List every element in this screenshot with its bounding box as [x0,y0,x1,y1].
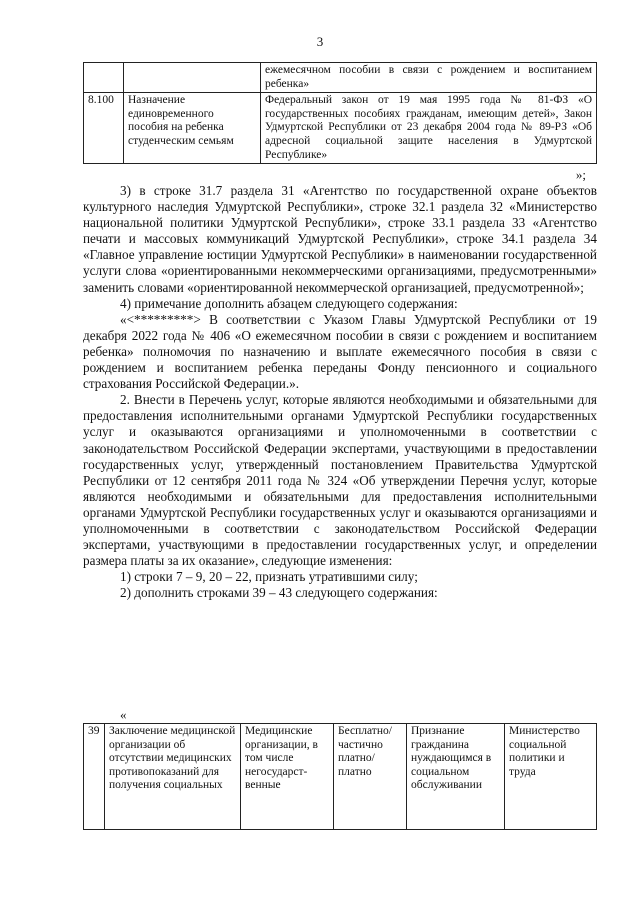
paragraph-sub-1: 1) строки 7 – 9, 20 – 22, признать утратившими силу; [120,569,418,585]
table-row [84,724,597,830]
service-cell: Заключение медицинской организации об отсутствии медицинских противопоказаний для получения социальных [105,724,241,830]
paragraph-note: «<*********> В соответствии с Указом Главы Удмуртской Республики от 19 декабря 2022 года № 406 «О ежемесячном пособии в связи с рождением и воспитанием ребенка» полномочия по назначению и выплате ежемесячного пособия в связи с рождением и воспитанием ребенка переданы Фонду пенсионного и социального страхования Российской Федерации.». [83,311,597,392]
necessary-services-table [83,723,597,830]
row-number-cell [84,63,124,93]
service-name-cell: Назначение единовременного пособия на ребенка студенческим семьям [124,93,261,164]
page-number: 3 [316,34,324,49]
opening-quote: « [120,707,127,722]
payment-cell: Бесплатно/ частично платно/ платно [334,724,407,830]
document-body [83,183,597,601]
paragraph-sub-2: 2) дополнить строками 39 – 43 следующего содержания: [120,585,438,601]
gov-service-cell: Признание гражданина нуждающимся в социальном обслуживании [407,724,505,830]
row-number-cell: 8.100 [84,93,124,164]
authority-cell: Министерство социальной политики и труда [505,724,597,830]
row-number-cell: 39 [84,724,105,830]
closing-quote: »; [575,167,586,182]
provider-cell: Медицинские организации, в том числе негосударст-венные [241,724,334,830]
services-table-continued [83,62,597,164]
service-name-cell [124,63,261,93]
paragraph-item-3: 3) в строке 31.7 раздела 31 «Агентство по государственной охране объектов культурного наследия Удмуртской Республики», строке 32.1 раздела 32 «Министерство национальной политики Удмуртской Республики», строке 33.1 раздела 33 «Агентство печати и массовых коммуникаций Удмуртской Республики», строке 34.1 раздела 34 «Главное управление юстиции Удмуртской Республики» в наименовании государственной услуги слова «ориентированными некоммерческими организациями, предусмотренными» заменить словами «ориентированной некоммерческой организацией, предусмотренной»; [83,183,597,295]
table-row [84,93,597,164]
table-row [84,63,597,93]
paragraph-section-2: 2. Внести в Перечень услуг, которые являются необходимыми и обязательными для предоставления исполнительными органами Удмуртской Республики государственных услуг и оказываются организациями и уполномоченными в соответствии с законодательством Российской Федерации экспертами, участвующими в предоставлении государственных услуг, утвержденный постановлением Правительства Удмуртской Республики от 12 сентября 2011 года № 324 «Об утверждении Перечня услуг, которые являются необходимыми и обязательными для предоставления исполнительными органами Удмуртской Республики государственных услуг и оказываются организациями и уполномоченными в соответствии с законодательством Российской Федерации экспертами, участвующими в предоставлении государственных услуг, и определении размера платы за их оказание», следующие изменения: [83,392,597,569]
legal-basis-cell: Федеральный закон от 19 мая 1995 года № 81-ФЗ «О государственных пособиях гражданам, имеющим детей», Закон Удмуртской Республики от 23 декабря 2004 года № 89-РЗ «Об адресной социальной защите населения в Удмуртской Республике» [261,93,597,164]
legal-basis-cell: ежемесячном пособии в связи с рождением и воспитанием ребенка» [261,63,597,93]
paragraph-item-4: 4) примечание дополнить абзацем следующего содержания: [120,295,458,311]
